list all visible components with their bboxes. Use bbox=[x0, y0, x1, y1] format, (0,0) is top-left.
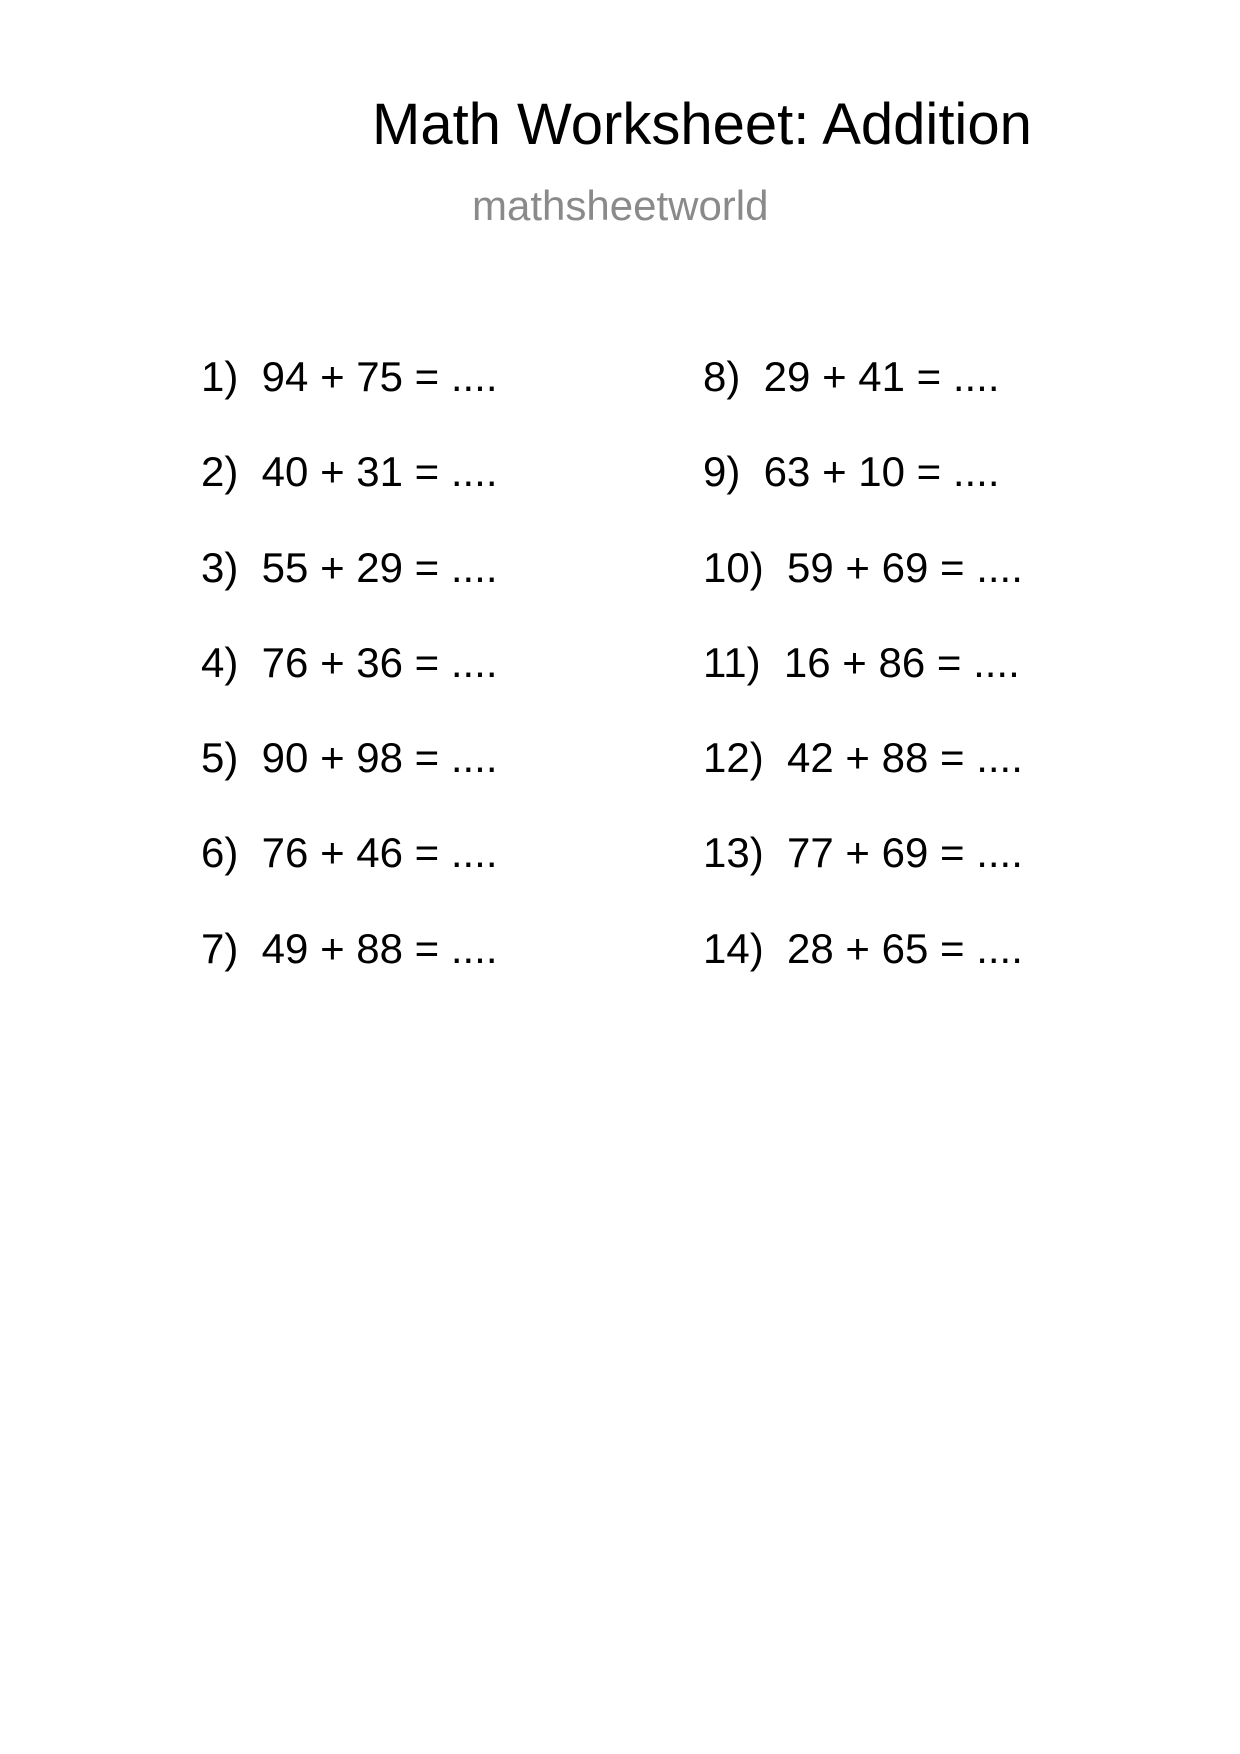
page-title: Math Worksheet: Addition bbox=[372, 92, 1032, 157]
problem-5: 5) 90 + 98 = .... bbox=[201, 734, 498, 782]
problem-7: 7) 49 + 88 = .... bbox=[201, 924, 498, 972]
problem-6: 6) 76 + 46 = .... bbox=[201, 829, 498, 877]
problem-8: 8) 29 + 41 = .... bbox=[703, 353, 1000, 400]
problem-3: 3) 55 + 29 = .... bbox=[201, 543, 498, 591]
problem-4: 4) 76 + 36 = .... bbox=[201, 638, 498, 686]
problem-13: 13) 77 + 69 = .... bbox=[703, 829, 1023, 877]
page-subtitle: mathsheetworld bbox=[472, 182, 769, 229]
problem-10: 10) 59 + 69 = .... bbox=[703, 543, 1023, 591]
problem-1: 1) 94 + 75 = .... bbox=[201, 353, 498, 400]
problem-11: 11) 16 + 86 = .... bbox=[703, 638, 1020, 686]
problem-12: 12) 42 + 88 = .... bbox=[703, 734, 1023, 782]
problem-9: 9) 63 + 10 = .... bbox=[703, 448, 1000, 496]
problems-column-left bbox=[201, 353, 498, 1023]
problem-2: 2) 40 + 31 = .... bbox=[201, 448, 498, 496]
problem-14: 14) 28 + 65 = .... bbox=[703, 924, 1023, 972]
problems-column-right bbox=[703, 353, 1023, 1023]
